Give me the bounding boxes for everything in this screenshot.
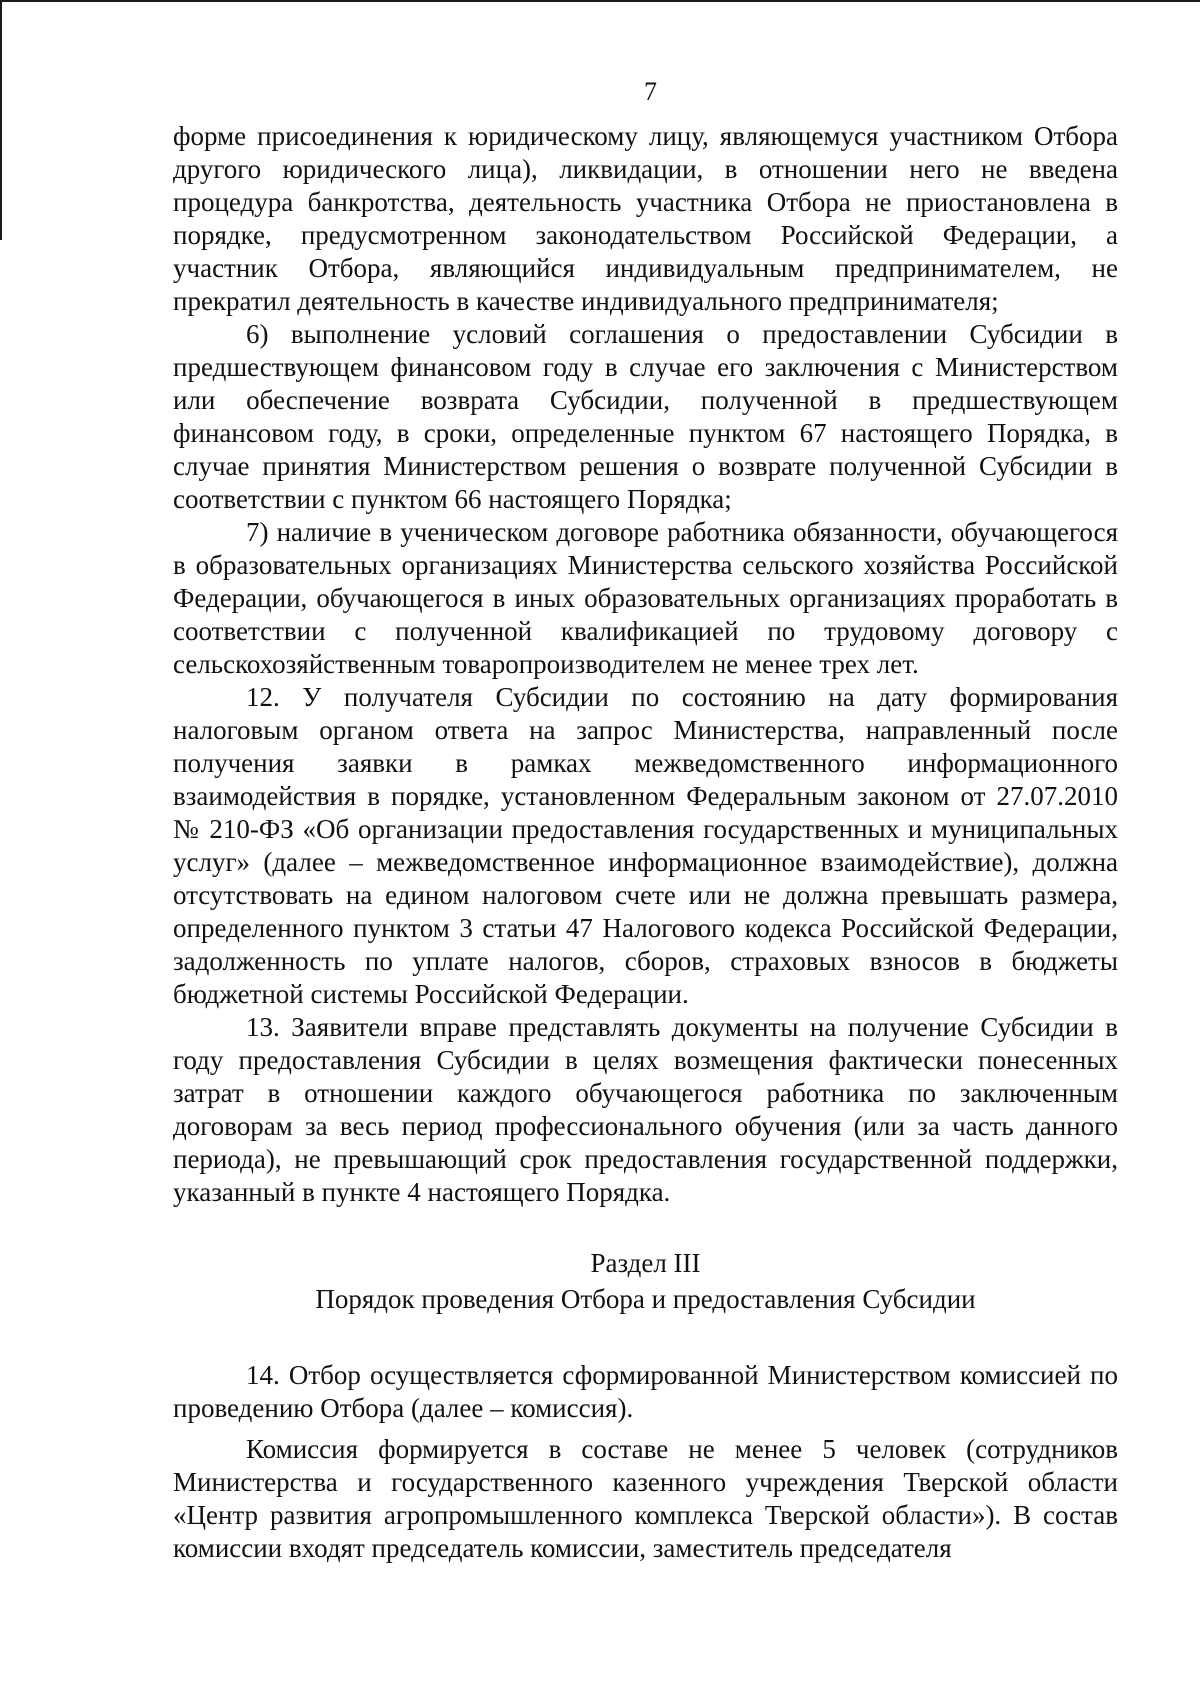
- paragraph-item-6: 6) выполнение условий соглашения о предоставлении Субсидии в предшествующем финансовом году в случае его заключения с Министерством или обеспечение возврата Субсидии, полученной в предшествующем финансовом году, в сроки, определенные пунктом 67 настоящего Порядка, в случае принятия Министерством решения о возврате полученной Субсидии в соответствии с пунктом 66 настоящего Порядка;: [173, 319, 1118, 514]
- scan-border-left: [0, 0, 2, 240]
- scan-border-top: [0, 0, 1200, 2]
- section-label: Раздел III: [590, 1248, 701, 1278]
- document-page: [173, 76, 1118, 1565]
- section-spacer: [173, 1317, 1118, 1359]
- page-number: 7: [644, 77, 657, 106]
- section-title: Порядок проведения Отбора и предоставления Субсидии: [315, 1284, 976, 1314]
- paragraph-clause-12: 12. У получателя Субсидии по состоянию на дату формирования налоговым органом ответа на запрос Министерства, направленный после получения заявки в рамках межведомственного информационного взаимодействия в порядке, установленном Федеральным законом от 27.07.2010 № 210-ФЗ «Об организации предоставления государственных и муниципальных услуг» (далее – межведомственное информационное взаимодействие), должна отсутствовать на едином налоговом счете или не должна превышать размера, определенного пунктом 3 статьи 47 Налогового кодекса Российской Федерации, задолженность по уплате налогов, сборов, страховых взносов в бюджеты бюджетной системы Российской Федерации.: [173, 682, 1118, 1009]
- paragraph-clause-14: 14. Отбор осуществляется сформированной Министерством комиссией по проведению Отбора (далее – комиссия).: [173, 1360, 1118, 1423]
- paragraph-commission: Комиссия формируется в составе не менее 5 человек (сотрудников Министерства и государственного казенного учреждения Тверской области «Центр развития агропромышленного комплекса Тверской области»). В состав комиссии входят председатель комиссии, заместитель председателя: [173, 1434, 1118, 1563]
- paragraph-item-7: 7) наличие в ученическом договоре работника обязанности, обучающегося в образовательных организациях Министерства сельского хозяйства Российской Федерации, обучающегося в иных образовательных организациях проработать в соответствии с полученной квалификацией по трудовому договору с сельскохозяйственным товаропроизводителем не менее трех лет.: [173, 517, 1118, 679]
- paragraph-continuation: форме присоединения к юридическому лицу, являющемуся участником Отбора другого юридического лица), ликвидации, в отношении него не введена процедура банкротства, деятельность участника Отбора не приостановлена в порядке, предусмотренном законодательством Российской Федерации, а участник Отбора, являющийся индивидуальным предпринимателем, не прекратил деятельность в качестве индивидуального предпринимателя;: [173, 121, 1118, 316]
- paragraph-clause-13: 13. Заявители вправе представлять документы на получение Субсидии в году предоставления Субсидии в целях возмещения фактически понесенных затрат в отношении каждого обучающегося работника по заключенным договорам за весь период профессионального обучения (или за часть данного периода), не превышающий срок предоставления государственной поддержки, указанный в пункте 4 настоящего Порядка.: [173, 1012, 1118, 1207]
- section-spacer: [173, 1209, 1118, 1245]
- paragraph-spacer: [173, 1425, 1118, 1433]
